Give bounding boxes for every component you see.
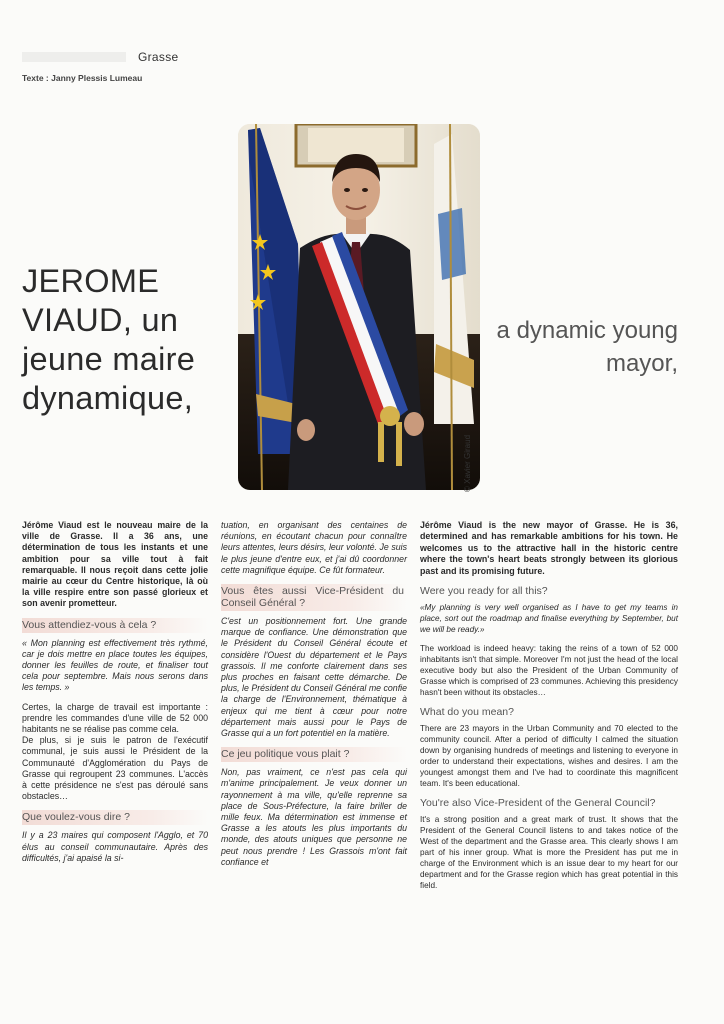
french-column-1 [22, 520, 208, 872]
french-answer-1-paragraph-2: Certes, la charge de travail est importante : prendre les commandes d'une ville de 52 000 habitants ne se réalise pas comme cela. [22, 701, 208, 735]
byline: Texte : Janny Plessis Lumeau [22, 73, 143, 83]
mayor-portrait-photo [238, 124, 480, 490]
english-column [420, 520, 678, 899]
english-answer-1-paragraph-2: The workload is indeed heavy: taking the reins of a town of 52 000 inhabitants isn't that simple. Moreover I'm not just the head of the local executive body but also the President of the Urban Community of Grasse which is comprised of 23 communes. Achieving this presidency hasn't been without its obstacles… [420, 644, 678, 698]
french-question-3: Vous êtes aussi Vice-Président du Conseil Général ? [221, 584, 407, 611]
french-answer-2-start: Il y a 23 maires qui composent l'Agglo, et 70 élus au conseil communautaire. Après des difficultés, j'ai apaisé la si- [22, 830, 208, 863]
photo-credit: © Xavier Giraud [463, 434, 472, 492]
french-question-4: Ce jeu politique vous plait ? [221, 747, 407, 762]
english-intro: Jérôme Viaud is the new mayor of Grasse. He is 36, determined and has remarkable ambitions for his town. He welcomes us to the attractive hall in the historic centre where the town's heart beats strongly between its glorious past and its promising future. [420, 520, 678, 576]
french-intro: Jérôme Viaud est le nouveau maire de la ville de Grasse. Il a 36 ans, une détermination de tous les instants et une ambition pour sa ville tout à fait remarquable. Il nous reçoit dans cette jolie mairie au cœur du Centre historique, là où la ville respire entre son passé glorieux et son avenir prometteur. [22, 520, 208, 609]
french-answer-3: C'est un positionnement fort. Une grande marque de confiance. Une démonstration que le Président du Conseil Général écoute et considère l'Ouest du département et le Pays grassois. Il me conforte clairement dans ses plus proches en faisant cette démarche. De plus, le Président du Conseil Général me confie la charge de l'Environnement, thématique à enjeux qui me tient à cœur pour notre département mais aussi pour le Pays de Grasse qui a un fort potentiel en la matière. [221, 616, 407, 739]
english-question-2: What do you mean? [420, 706, 514, 719]
english-question-1: Were you ready for all this? [420, 585, 548, 598]
french-answer-1-paragraph-3: De plus, si je suis le patron de l'exécutif communal, je suis aussi le Président de la Communauté d'Agglomération du Pays de Grasse qui regroupent 23 communes. L'accès à cette présidence ne s'est pas déroulé sans obstacles… [22, 735, 208, 802]
english-answer-2: There are 23 mayors in the Urban Community and 70 elected to the community council. After a period of difficulty I calmed the situation down by organising hundreds of meetings and listening to everyone in order to understand their expectations, wishes and desires. I am the youngest amongst them and I've had to coordinate this magnificent team. It's been educational. [420, 724, 678, 789]
french-answer-1-quote: « Mon planning est effectivement très rythmé, car je dois mettre en place toutes les équipes, donner les feuilles de route, et finaliser tout cela pour septembre. Mais nous serons dans les temps. » [22, 637, 208, 693]
section-label-faded [22, 52, 126, 62]
english-answer-1-quote: «My planning is very well organised as I have to get my teams in place, sort out the roadmap and finalise everything by September, but we will be ready.» [420, 603, 678, 635]
french-question-1: Vous attendiez-vous à cela ? [22, 618, 208, 633]
french-question-2: Que voulez-vous dire ? [22, 810, 208, 825]
section-label: Grasse [138, 50, 179, 64]
article-title-french: JEROME VIAUD, un jeune maire dynamique, [22, 263, 196, 416]
french-column-2 [221, 520, 407, 876]
french-answer-2-continued: tuation, en organisant des centaines de réunions, en écoutant chacun pour connaître leurs attentes, leurs désirs, leur volonté. Je suis le plus jeune d'entre eux, et j'ai dû coordonner cette magnifique équipe. Ce fût formateur. [221, 520, 407, 575]
french-answer-4: Non, pas vraiment, ce n'est pas cela qui m'anime principalement. Je veux donner un rayonnement à ma ville, qu'elle reprenne sa place de Sous-Préfecture, la faire briller de mille feux. Ma détermination est immense et Grasse a les atouts les plus importants du monde, des atouts uniques que personne ne peut nous prendre ! Les Grassois m'ont fait confiance et [221, 767, 407, 867]
english-answer-3: It's a strong position and a great mark of trust. It shows that the President of the General Council listens to and takes notice of the West of the department and the Grasse area. This clearly shows I am part of his inner group. What is more the President has put me in charge of the Environment which is an issue dear to my heart for our department and for the Grasse region which has great potential in this field. [420, 815, 678, 891]
article-title-english: a dynamic young mayor, [496, 317, 678, 377]
english-question-3: You're also Vice-President of the General Council? [420, 797, 656, 810]
